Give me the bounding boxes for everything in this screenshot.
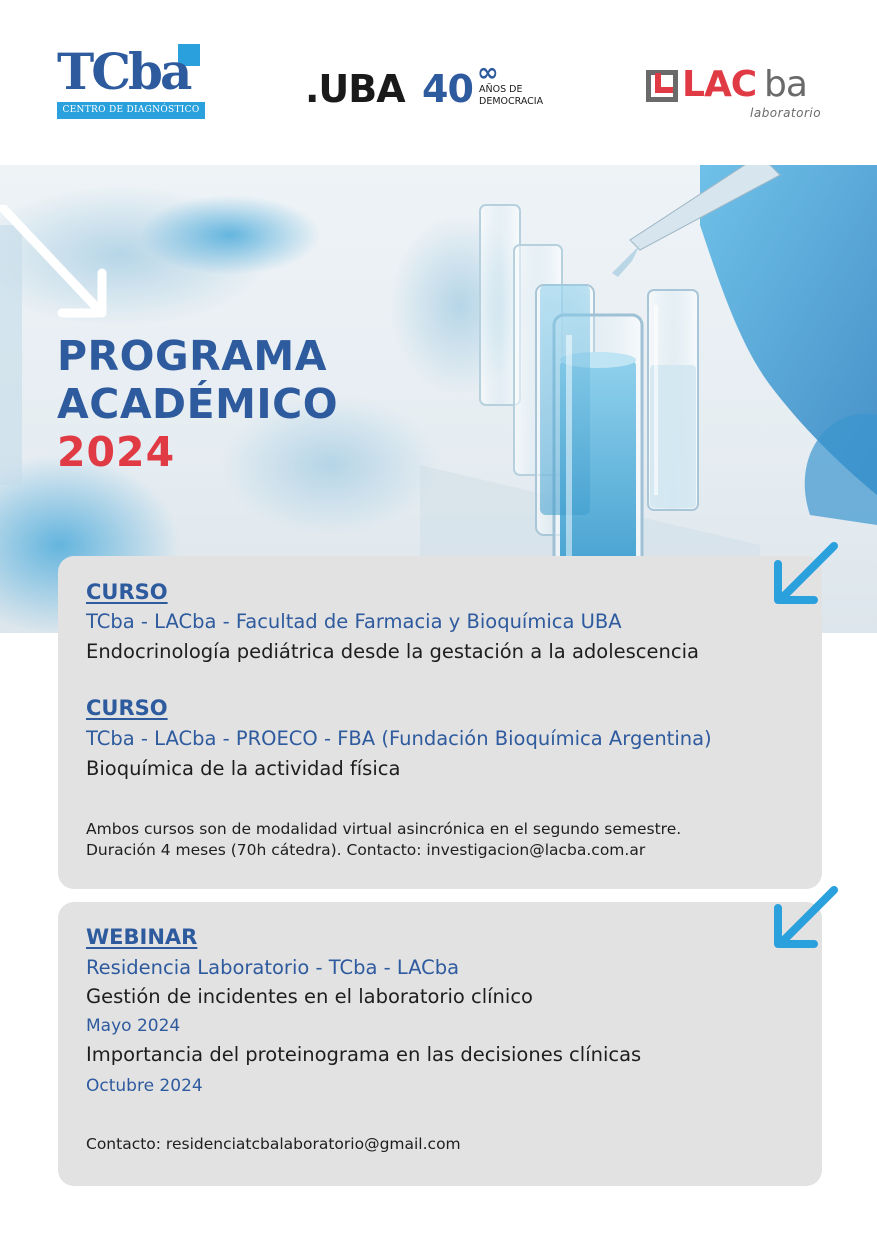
header xyxy=(0,0,877,165)
lacba-logo-gray-word: ba xyxy=(764,64,807,105)
uba-logo-word: .UBA xyxy=(305,67,405,111)
tcba-logo-tagline: CENTRO DE DIAGNÓSTICO xyxy=(57,102,205,119)
webinar-session-2-date: Octubre 2024 xyxy=(86,1076,203,1096)
course-1-title: Endocrinología pediátrica desde la gestación a la adolescencia xyxy=(86,640,699,663)
tcba-logo xyxy=(57,44,207,122)
page-title-line1: PROGRAMA xyxy=(57,332,327,380)
course-1-kind: CURSO xyxy=(86,580,168,604)
uba-logo-number: 40 xyxy=(422,67,473,111)
uba-logo-subtitle-line2: DEMOCRACIA xyxy=(479,96,544,107)
uba-logo-subtitle xyxy=(479,84,569,108)
uba-logo-subtitle-line1: AÑOS DE xyxy=(479,84,523,95)
webinar-session-1-title: Gestión de incidentes en el laboratorio clínico xyxy=(86,985,533,1008)
page-title-line2: ACADÉMICO xyxy=(57,380,339,428)
webinar-kind: WEBINAR xyxy=(86,925,198,949)
webinar-org: Residencia Laboratorio - TCba - LACba xyxy=(86,956,460,979)
down-left-arrow-icon xyxy=(770,540,840,610)
course-2-org: TCba - LACba - PROECO - FBA (Fundación Bioquímica Argentina) xyxy=(86,727,712,750)
down-right-arrow-icon xyxy=(0,205,120,325)
webinar-card xyxy=(58,902,822,1186)
page-title-year: 2024 xyxy=(57,428,176,476)
courses-card xyxy=(58,556,822,889)
uba-40-logo xyxy=(305,58,565,116)
lacba-bracket-icon xyxy=(646,70,678,102)
courses-note-line1: Ambos cursos son de modalidad virtual asincrónica en el segundo semestre. xyxy=(86,820,682,838)
webinar-contact: Contacto: residenciatcbalaboratorio@gmail.com xyxy=(86,1135,461,1153)
webinar-session-2-title: Importancia del proteinograma en las decisiones clínicas xyxy=(86,1043,642,1066)
lacba-logo-red-word: LAC xyxy=(682,64,757,105)
infinity-icon: ∞ xyxy=(477,58,499,88)
course-1-org: TCba - LACba - Facultad de Farmacia y Bioquímica UBA xyxy=(86,610,622,633)
courses-note-line2: Duración 4 meses (70h cátedra). Contacto: investigacion@lacba.com.ar xyxy=(86,841,646,859)
page-title xyxy=(57,332,338,476)
down-left-arrow-icon xyxy=(770,884,840,954)
course-2-kind: CURSO xyxy=(86,696,168,720)
course-2-title: Bioquímica de la actividad física xyxy=(86,757,401,780)
lacba-logo xyxy=(646,64,826,128)
webinar-session-1-date: Mayo 2024 xyxy=(86,1016,181,1036)
tcba-logo-word: TCba xyxy=(57,42,190,101)
lacba-logo-subtitle: laboratorio xyxy=(750,106,822,120)
